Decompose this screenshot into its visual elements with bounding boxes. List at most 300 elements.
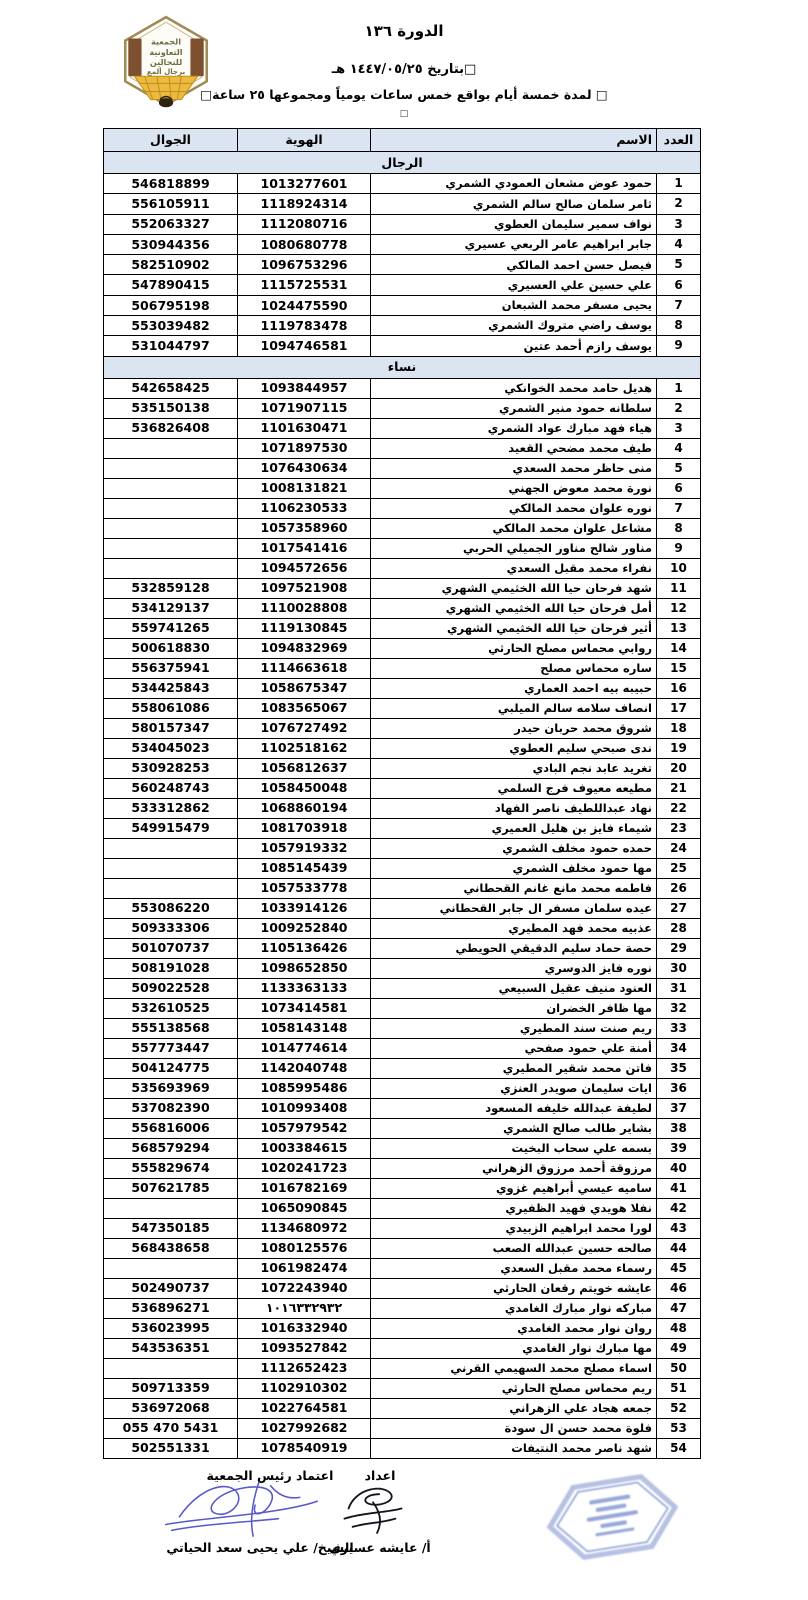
cell-mobile: 568438658 xyxy=(104,1238,238,1258)
association-stamp xyxy=(539,1466,685,1568)
logo-text-line3: للنحالين xyxy=(149,57,183,68)
cell-name: جمعه هجاد علي الزهراني xyxy=(371,1398,657,1418)
cell-name: حمده حمود مخلف الشمري xyxy=(371,838,657,858)
cell-id: 1024475590 xyxy=(238,295,371,315)
cell-num: 40 xyxy=(657,1158,701,1178)
table-row xyxy=(104,858,701,878)
cell-mobile: 559741265 xyxy=(104,618,238,638)
cell-mobile: 543536351 xyxy=(104,1338,238,1358)
cell-mobile: 552063327 xyxy=(104,214,238,234)
cell-id: 1096753296 xyxy=(238,255,371,275)
cell-mobile: 506795198 xyxy=(104,295,238,315)
cell-name: مناور شالح مناور الجميلي الحربي xyxy=(371,538,657,558)
cell-num: 13 xyxy=(657,618,701,638)
cell-id: 1010993408 xyxy=(238,1098,371,1118)
date-line: □بتاريخ ١٤٤٧/٠٥/٢٥ هـ xyxy=(331,62,477,77)
table-row xyxy=(104,718,701,738)
cell-mobile: 535150138 xyxy=(104,398,238,418)
cell-name: مشاعل علوان محمد المالكي xyxy=(371,518,657,538)
cell-id: 1102518162 xyxy=(238,738,371,758)
cell-name: مها مبارك نوار الغامدي xyxy=(371,1338,657,1358)
cell-id: 1076430634 xyxy=(238,458,371,478)
cell-mobile: 532610525 xyxy=(104,998,238,1018)
table-row xyxy=(104,194,701,214)
section-row xyxy=(104,152,701,174)
cell-num: 29 xyxy=(657,938,701,958)
cell-num: 15 xyxy=(657,658,701,678)
cell-num: 35 xyxy=(657,1058,701,1078)
cell-num: 48 xyxy=(657,1318,701,1338)
table-row xyxy=(104,678,701,698)
cell-mobile: 536972068 xyxy=(104,1398,238,1418)
cell-num: 27 xyxy=(657,898,701,918)
duration-line: □ لمدة خمسة أيام بواقع خمس ساعات يومياً ومجموعها ٢٥ ساعة□ xyxy=(200,87,608,102)
approval-name: الشيخ/ علي يحيى سعد الحياتي xyxy=(166,1540,354,1555)
table-row xyxy=(104,378,701,398)
cell-name: شهد فرحان حيا الله الخثيمي الشهري xyxy=(371,578,657,598)
cell-id: 1114663618 xyxy=(238,658,371,678)
cell-id: 1071897530 xyxy=(238,438,371,458)
cell-mobile: 536023995 xyxy=(104,1318,238,1338)
cell-num: 9 xyxy=(657,538,701,558)
cell-name: ساره محماس مصلح xyxy=(371,658,657,678)
cell-num: 53 xyxy=(657,1418,701,1438)
cell-mobile: 536826408 xyxy=(104,418,238,438)
cell-id: 1093844957 xyxy=(238,378,371,398)
column-header-name: الاسم xyxy=(371,129,657,152)
president-signature xyxy=(158,1476,326,1542)
cell-mobile xyxy=(104,878,238,898)
cell-mobile xyxy=(104,518,238,538)
cell-id: 1085995486 xyxy=(238,1078,371,1098)
table-row xyxy=(104,698,701,718)
table-row xyxy=(104,558,701,578)
missing-glyph-box: □ xyxy=(399,109,409,119)
cell-mobile: 549915479 xyxy=(104,818,238,838)
cell-id: 1061982474 xyxy=(238,1258,371,1278)
roster-table xyxy=(103,128,701,1459)
cell-id: 1016782169 xyxy=(238,1178,371,1198)
cell-mobile: 509022528 xyxy=(104,978,238,998)
cell-num: 28 xyxy=(657,918,701,938)
cell-id: 1076727492 xyxy=(238,718,371,738)
cell-name: مباركه نوار مبارك الغامدي xyxy=(371,1298,657,1318)
cell-name: لورا محمد ابراهيم الزبيدي xyxy=(371,1218,657,1238)
prepared-title: اعداد xyxy=(364,1468,396,1483)
cell-name: بسمه علي سحاب البخيت xyxy=(371,1138,657,1158)
cell-mobile: 507621785 xyxy=(104,1178,238,1198)
cell-num: 26 xyxy=(657,878,701,898)
table-row xyxy=(104,1118,701,1138)
cell-num: 38 xyxy=(657,1118,701,1138)
page-title: الدورة ١٣٦ xyxy=(364,22,444,40)
cell-num: 4 xyxy=(657,234,701,254)
cell-mobile: 502551331 xyxy=(104,1438,238,1458)
cell-num: 14 xyxy=(657,638,701,658)
cell-mobile: 556105911 xyxy=(104,194,238,214)
cell-name: روان نوار محمد الغامدي xyxy=(371,1318,657,1338)
table-row xyxy=(104,758,701,778)
cell-mobile: 537082390 xyxy=(104,1098,238,1118)
table-row xyxy=(104,1438,701,1458)
cell-num: 5 xyxy=(657,458,701,478)
cell-num: 30 xyxy=(657,958,701,978)
cell-mobile: 531044797 xyxy=(104,336,238,356)
cell-name: ريم محماس مصلح الحارثي xyxy=(371,1378,657,1398)
cell-id: 1134680972 xyxy=(238,1218,371,1238)
logo-text-line2: التعاونية xyxy=(149,46,183,57)
cell-num: 18 xyxy=(657,718,701,738)
table-row xyxy=(104,1058,701,1078)
table-row xyxy=(104,1238,701,1258)
cell-num: 23 xyxy=(657,818,701,838)
cell-num: 31 xyxy=(657,978,701,998)
cell-mobile: 542658425 xyxy=(104,378,238,398)
cell-id: 1081703918 xyxy=(238,818,371,838)
cell-id: 1119130845 xyxy=(238,618,371,638)
table-row xyxy=(104,458,701,478)
cell-mobile xyxy=(104,838,238,858)
logo-text-line4: برجال ألمع xyxy=(146,67,186,77)
cell-num: 8 xyxy=(657,518,701,538)
cell-mobile: 534425843 xyxy=(104,678,238,698)
table-row xyxy=(104,1338,701,1358)
cell-name: يحيى مسفر محمد الشبعان xyxy=(371,295,657,315)
cell-num: 6 xyxy=(657,478,701,498)
table-row xyxy=(104,438,701,458)
cell-id: 1115725531 xyxy=(238,275,371,295)
table-row xyxy=(104,478,701,498)
table-row xyxy=(104,255,701,275)
cell-name: ندى صبحي سليم العطوي xyxy=(371,738,657,758)
cell-num: 1 xyxy=(657,174,701,194)
cell-mobile xyxy=(104,478,238,498)
cell-mobile: 509713359 xyxy=(104,1378,238,1398)
table-row xyxy=(104,778,701,798)
table-row xyxy=(104,275,701,295)
preparer-signature xyxy=(338,1482,406,1537)
prepared-name: أ/ عايشه عسيري xyxy=(329,1540,431,1555)
cell-id: 1022764581 xyxy=(238,1398,371,1418)
cell-name: شهد ناصر محمد النتيفات xyxy=(371,1438,657,1458)
cell-id: 1065090845 xyxy=(238,1198,371,1218)
cell-id: 1009252840 xyxy=(238,918,371,938)
cell-id: 1057533778 xyxy=(238,878,371,898)
cell-mobile: 557773447 xyxy=(104,1038,238,1058)
section-label: الرجال xyxy=(104,152,701,174)
cell-id: 1058450048 xyxy=(238,778,371,798)
table-row xyxy=(104,234,701,254)
cell-num: 37 xyxy=(657,1098,701,1118)
cell-mobile: 501070737 xyxy=(104,938,238,958)
table-row xyxy=(104,518,701,538)
cell-id: 1110028808 xyxy=(238,598,371,618)
cell-num: 11 xyxy=(657,578,701,598)
cell-name: شيماء فايز بن هليل العميري xyxy=(371,818,657,838)
cell-name: ريم صنت سند المطيري xyxy=(371,1018,657,1038)
cell-name: أمنة علي حمود صفحي xyxy=(371,1038,657,1058)
approval-title: اعتماد رئيس الجمعية xyxy=(206,1468,334,1483)
cell-name: حصة حماد سليم الدقيقي الحويطي xyxy=(371,938,657,958)
cell-id: 1008131821 xyxy=(238,478,371,498)
cell-mobile: 560248743 xyxy=(104,778,238,798)
cell-mobile: 508191028 xyxy=(104,958,238,978)
cell-name: أمل فرحان حيا الله الخثيمي الشهري xyxy=(371,598,657,618)
cell-name: يوسف رازم أحمد عتين xyxy=(371,336,657,356)
table-row xyxy=(104,1138,701,1158)
cell-num: 5 xyxy=(657,255,701,275)
cell-id: 1078540919 xyxy=(238,1438,371,1458)
cell-num: 16 xyxy=(657,678,701,698)
cell-name: يوسف راضي متروك الشمري xyxy=(371,316,657,336)
table-row xyxy=(104,878,701,898)
cell-mobile: 546818899 xyxy=(104,174,238,194)
cell-mobile: 533312862 xyxy=(104,798,238,818)
cell-id: 1056812637 xyxy=(238,758,371,778)
cell-name: مها ظافر الخضران xyxy=(371,998,657,1018)
cell-name: فلوة محمد حسن ال سودة xyxy=(371,1418,657,1438)
table-row xyxy=(104,1298,701,1318)
cell-id: 1014774614 xyxy=(238,1038,371,1058)
table-row xyxy=(104,1018,701,1038)
cell-id: 1142040748 xyxy=(238,1058,371,1078)
cell-num: 4 xyxy=(657,438,701,458)
cell-name: جابر ابراهيم عامر الربعي عسيري xyxy=(371,234,657,254)
table-row xyxy=(104,818,701,838)
cell-mobile: 568579294 xyxy=(104,1138,238,1158)
cell-id: 1068860194 xyxy=(238,798,371,818)
cell-id: 1106230533 xyxy=(238,498,371,518)
table-row xyxy=(104,658,701,678)
cell-mobile xyxy=(104,558,238,578)
cell-id: 1094832969 xyxy=(238,638,371,658)
cell-name: نورة محمد معوض الجهني xyxy=(371,478,657,498)
cell-num: 24 xyxy=(657,838,701,858)
cell-mobile xyxy=(104,458,238,478)
cell-mobile: 555138568 xyxy=(104,1018,238,1038)
cell-name: فاتن محمد شقير المطيري xyxy=(371,1058,657,1078)
cell-id: 1083565067 xyxy=(238,698,371,718)
cell-id: 1105136426 xyxy=(238,938,371,958)
table-row xyxy=(104,214,701,234)
table-header-row xyxy=(104,129,701,152)
cell-id: 1058675347 xyxy=(238,678,371,698)
cell-num: 43 xyxy=(657,1218,701,1238)
cell-name: سلطانه حمود منير الشمري xyxy=(371,398,657,418)
table-row xyxy=(104,1078,701,1098)
cell-mobile: 547890415 xyxy=(104,275,238,295)
cell-id: 1003384615 xyxy=(238,1138,371,1158)
cell-mobile: 556375941 xyxy=(104,658,238,678)
cell-id: 1119783478 xyxy=(238,316,371,336)
cell-num: 41 xyxy=(657,1178,701,1198)
cell-id: 1033914126 xyxy=(238,898,371,918)
cell-id: 1112080716 xyxy=(238,214,371,234)
cell-mobile xyxy=(104,1258,238,1278)
cell-name: بشاير طالب صالح الشمري xyxy=(371,1118,657,1138)
cell-id: 1071907115 xyxy=(238,398,371,418)
table-row xyxy=(104,398,701,418)
cell-num: 50 xyxy=(657,1358,701,1378)
table-row xyxy=(104,1398,701,1418)
cell-id: 1057979542 xyxy=(238,1118,371,1138)
table-row xyxy=(104,738,701,758)
section-label: نساء xyxy=(104,356,701,378)
cell-mobile: 509333306 xyxy=(104,918,238,938)
cell-mobile: 556816006 xyxy=(104,1118,238,1138)
cell-mobile: 553039482 xyxy=(104,316,238,336)
cell-num: 2 xyxy=(657,398,701,418)
cell-num: 44 xyxy=(657,1238,701,1258)
cell-num: 8 xyxy=(657,316,701,336)
cell-name: نوره فايز الدوسري xyxy=(371,958,657,978)
cell-num: 3 xyxy=(657,214,701,234)
cell-name: ساميه عيسي أبراهيم غزوي xyxy=(371,1178,657,1198)
cell-num: 34 xyxy=(657,1038,701,1058)
cell-name: علي حسين علي العسيري xyxy=(371,275,657,295)
cell-name: فاطمه محمد مانع غانم القحطاني xyxy=(371,878,657,898)
cell-name: اسماء مصلح محمد السهيمي القرني xyxy=(371,1358,657,1378)
table-row xyxy=(104,418,701,438)
cell-num: 20 xyxy=(657,758,701,778)
cell-name: منى حاظر محمد السعدي xyxy=(371,458,657,478)
cell-id: 1098652850 xyxy=(238,958,371,978)
column-header-id: الهوية xyxy=(238,129,371,152)
cell-id: 1097521908 xyxy=(238,578,371,598)
cell-mobile: 534045023 xyxy=(104,738,238,758)
cell-num: 46 xyxy=(657,1278,701,1298)
cell-mobile: 555829674 xyxy=(104,1158,238,1178)
cell-id: 1072243940 xyxy=(238,1278,371,1298)
cell-num: 49 xyxy=(657,1338,701,1358)
cell-num: 45 xyxy=(657,1258,701,1278)
cell-id: ١٠١٦٣٣٢٩٣٢ xyxy=(238,1298,371,1318)
cell-num: 12 xyxy=(657,598,701,618)
cell-name: ثامر سلمان صالح سالم الشمري xyxy=(371,194,657,214)
cell-name: نهاد عبداللطيف ناصر الفهاد xyxy=(371,798,657,818)
cell-name: نواف سمير سليمان العطوي xyxy=(371,214,657,234)
cell-name: نفراء محمد مقبل السعدي xyxy=(371,558,657,578)
cell-name: هياء فهد مبارك عواد الشمري xyxy=(371,418,657,438)
cell-mobile: 504124775 xyxy=(104,1058,238,1078)
cell-id: 1027992682 xyxy=(238,1418,371,1438)
cell-id: 1057919332 xyxy=(238,838,371,858)
cell-num: 39 xyxy=(657,1138,701,1158)
cell-mobile xyxy=(104,1358,238,1378)
cell-mobile xyxy=(104,538,238,558)
table-row xyxy=(104,578,701,598)
cell-num: 33 xyxy=(657,1018,701,1038)
cell-mobile: 582510902 xyxy=(104,255,238,275)
cell-mobile: 580157347 xyxy=(104,718,238,738)
cell-mobile: 534129137 xyxy=(104,598,238,618)
cell-name: عايشه خويتم رقعان الحارثي xyxy=(371,1278,657,1298)
cell-num: 32 xyxy=(657,998,701,1018)
cell-num: 47 xyxy=(657,1298,701,1318)
cell-mobile: 532859128 xyxy=(104,578,238,598)
cell-name: العنود منيف عقيل السبيعي xyxy=(371,978,657,998)
cell-mobile: 547350185 xyxy=(104,1218,238,1238)
cell-mobile: 535693969 xyxy=(104,1078,238,1098)
cell-name: انصاف سلامه سالم الميلبي xyxy=(371,698,657,718)
cell-name: أثير فرحان حيا الله الخثيمي الشهري xyxy=(371,618,657,638)
cell-num: 51 xyxy=(657,1378,701,1398)
cell-name: حبيبه بيه احمد العماري xyxy=(371,678,657,698)
cell-id: 1133363133 xyxy=(238,978,371,998)
cell-mobile: 530944356 xyxy=(104,234,238,254)
cell-id: 1101630471 xyxy=(238,418,371,438)
table-row xyxy=(104,1378,701,1398)
cell-mobile xyxy=(104,498,238,518)
cell-mobile: 055 470 5431 xyxy=(104,1418,238,1438)
cell-id: 1093527842 xyxy=(238,1338,371,1358)
cell-num: 9 xyxy=(657,336,701,356)
table-row xyxy=(104,1318,701,1338)
cell-id: 1080680778 xyxy=(238,234,371,254)
cell-name: عذبيه محمد فهد المطيري xyxy=(371,918,657,938)
cell-name: ايات سليمان صويدر العنزي xyxy=(371,1078,657,1098)
cell-id: 1085145439 xyxy=(238,858,371,878)
cell-mobile: 500618830 xyxy=(104,638,238,658)
table-row xyxy=(104,1038,701,1058)
table-row xyxy=(104,838,701,858)
table-row xyxy=(104,998,701,1018)
table-row xyxy=(104,316,701,336)
table-row xyxy=(104,498,701,518)
cell-id: 1058143148 xyxy=(238,1018,371,1038)
cell-id: 1118924314 xyxy=(238,194,371,214)
cell-id: 1057358960 xyxy=(238,518,371,538)
cell-num: 6 xyxy=(657,275,701,295)
cell-name: نفلا هويدي فهيد الظفيري xyxy=(371,1198,657,1218)
table-row xyxy=(104,798,701,818)
cell-id: 1073414581 xyxy=(238,998,371,1018)
column-header-number: العدد xyxy=(657,129,701,152)
cell-name: شروق محمد حربان حيدر xyxy=(371,718,657,738)
table-row xyxy=(104,538,701,558)
table-row xyxy=(104,918,701,938)
cell-mobile: 502490737 xyxy=(104,1278,238,1298)
cell-id: 1112652423 xyxy=(238,1358,371,1378)
cell-num: 3 xyxy=(657,418,701,438)
cell-id: 1016332940 xyxy=(238,1318,371,1338)
cell-num: 22 xyxy=(657,798,701,818)
table-row xyxy=(104,1158,701,1178)
cell-id: 1102910302 xyxy=(238,1378,371,1398)
cell-name: رسماء محمد مقبل السعدي xyxy=(371,1258,657,1278)
cell-name: صالحه حسين عبدالله الصعب xyxy=(371,1238,657,1258)
cell-id: 1094746581 xyxy=(238,336,371,356)
table-row xyxy=(104,1098,701,1118)
cell-name: مطيعه معيوف فرج السلمي xyxy=(371,778,657,798)
cell-num: 7 xyxy=(657,295,701,315)
table-row xyxy=(104,295,701,315)
cell-mobile xyxy=(104,1198,238,1218)
cell-name: طيف محمد مضحي القعيد xyxy=(371,438,657,458)
cell-id: 1017541416 xyxy=(238,538,371,558)
table-row xyxy=(104,1278,701,1298)
cell-name: روابي محماس مصلح الحارثي xyxy=(371,638,657,658)
cell-id: 1020241723 xyxy=(238,1158,371,1178)
cell-num: 2 xyxy=(657,194,701,214)
table-row xyxy=(104,938,701,958)
cell-name: هديل حامد محمد الخوانكي xyxy=(371,378,657,398)
table-row xyxy=(104,336,701,356)
table-row xyxy=(104,638,701,658)
cell-mobile: 530928253 xyxy=(104,758,238,778)
cell-id: 1094572656 xyxy=(238,558,371,578)
cell-num: 42 xyxy=(657,1198,701,1218)
